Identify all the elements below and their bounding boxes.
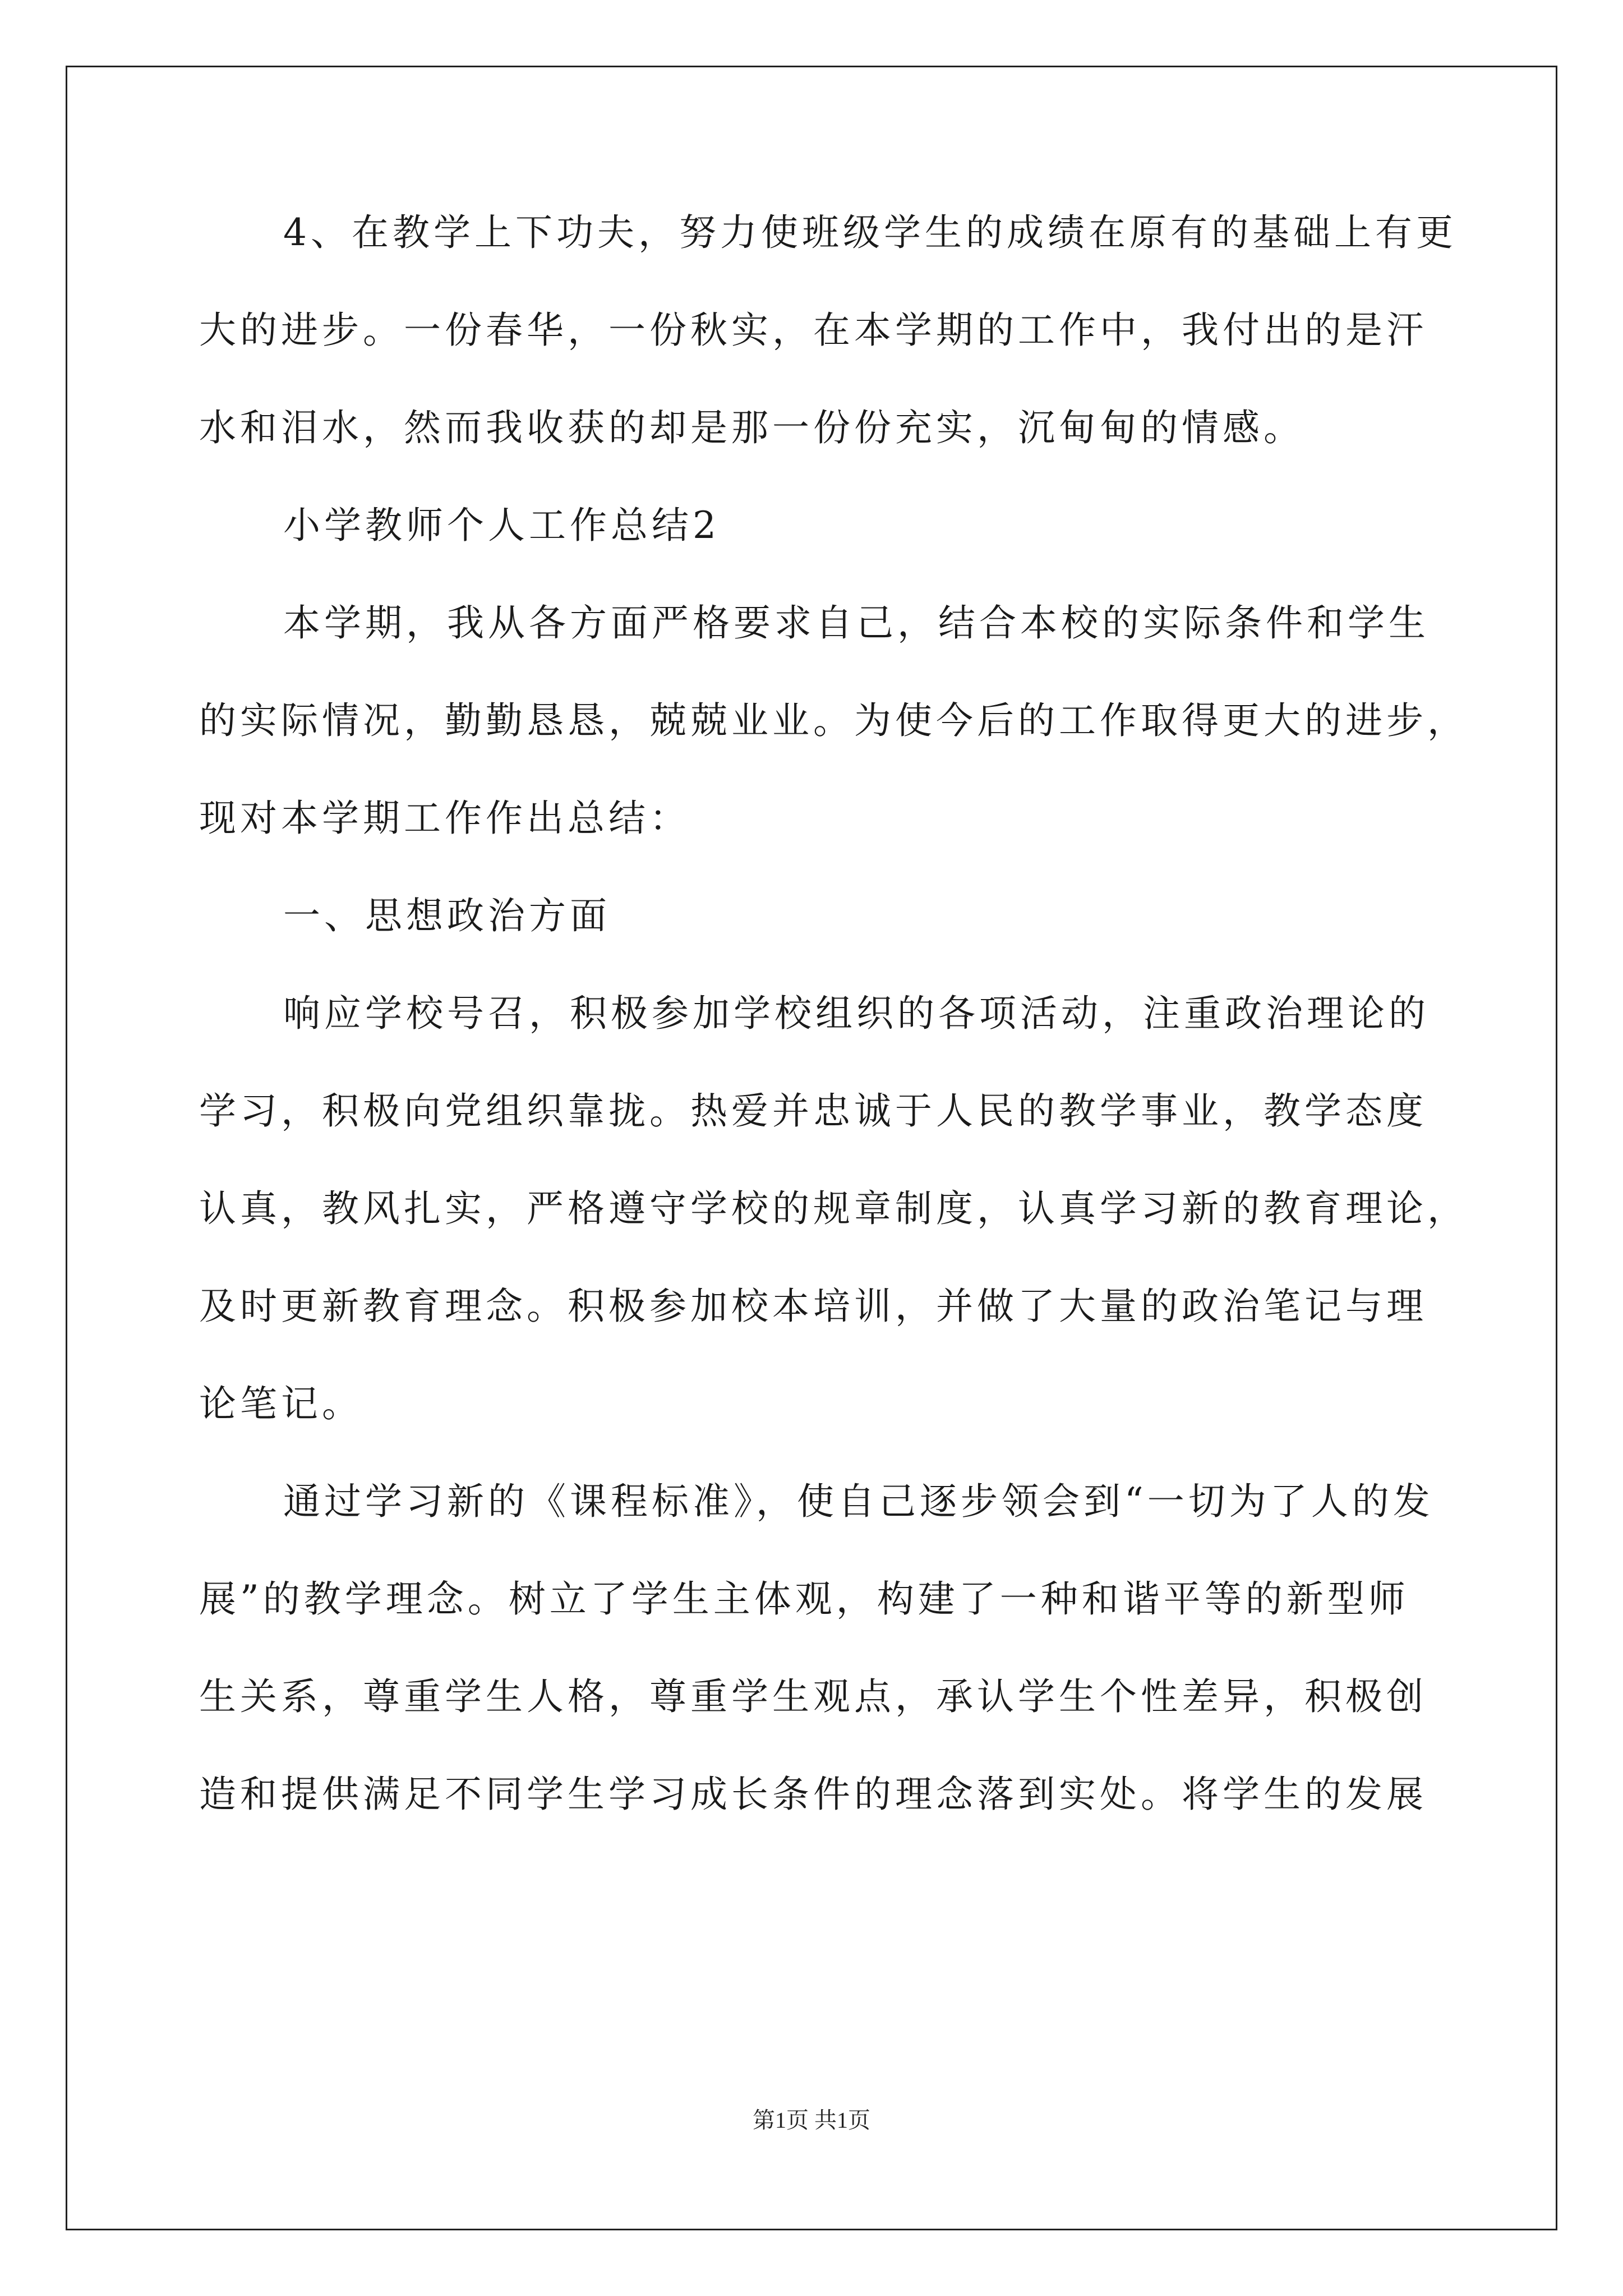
paragraph-line: 造和提供满足不同学生学习成长条件的理念落到实处。将学生的发展 [199, 1773, 1427, 1816]
paragraph-line: 通过学习新的《课程标准》，使自己逐步领会到“一切为了人的发 [283, 1480, 1434, 1523]
paragraph-line: 学习，积极向党组织靠拢。热爱并忠诚于人民的教学事业，教学态度 [199, 1089, 1427, 1133]
section-title: 小学教师个人工作总结2 [283, 504, 720, 547]
paragraph-line: 及时更新教育理念。积极参加校本培训，并做了大量的政治笔记与理 [199, 1285, 1427, 1328]
paragraph-line: 响应学校号召，积极参加学校组织的各项活动，注重政治理论的 [283, 992, 1430, 1035]
paragraph-line: 论笔记。 [199, 1382, 363, 1425]
paragraph-line: 本学期，我从各方面严格要求自己，结合本校的实际条件和学生 [283, 601, 1430, 645]
paragraph-line: 水和泪水，然而我收获的却是那一份份充实，沉甸甸的情感。 [199, 406, 1304, 449]
page-footer: 第1页 共1页 [753, 2108, 870, 2133]
paragraph-line: 4、在教学上下功夫，努力使班级学生的成绩在原有的基础上有更 [283, 211, 1457, 254]
page-border [66, 66, 1557, 2230]
section-heading: 一、思想政治方面 [283, 894, 611, 937]
paragraph-line: 的实际情况，勤勤恳恳，兢兢业业。为使今后的工作取得更大的进步， [199, 699, 1468, 742]
paragraph-line: 现对本学期工作作出总结： [199, 797, 690, 840]
paragraph-line: 大的进步。一份春华，一份秋实，在本学期的工作中，我付出的是汗 [199, 309, 1427, 352]
paragraph-line: 认真，教风扎实，严格遵守学校的规章制度，认真学习新的教育理论， [199, 1187, 1468, 1230]
paragraph-line: 展”的教学理念。树立了学生主体观，构建了一种和谐平等的新型师 [199, 1577, 1409, 1621]
paragraph-line: 生关系，尊重学生人格，尊重学生观点，承认学生个性差异，积极创 [199, 1675, 1427, 1718]
